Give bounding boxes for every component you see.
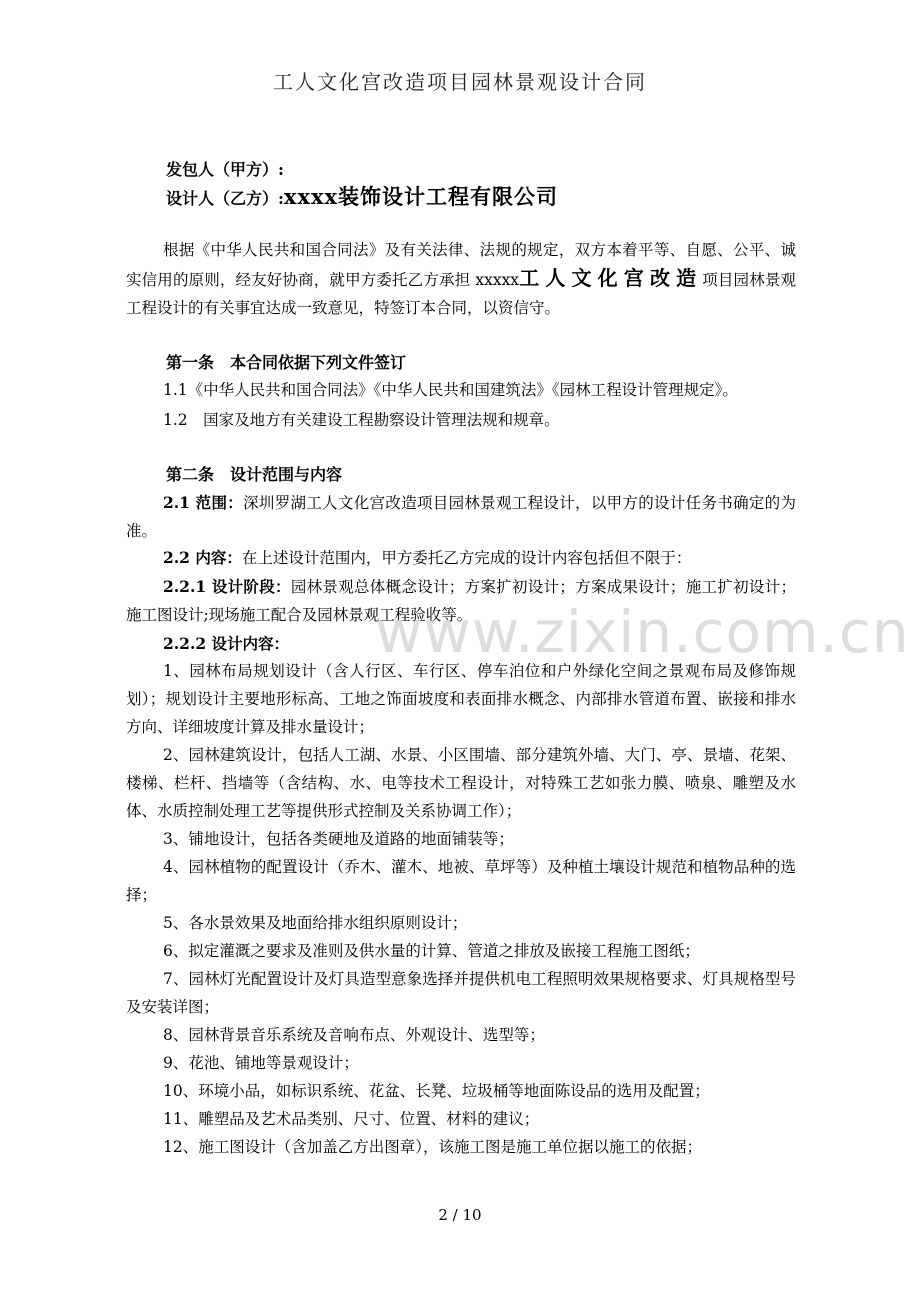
design-item-2: 2、园林建筑设计，包括人工湖、水景、小区围墙、部分建筑外墙、大门、亭、景墙、花架、楼梯、栏杆、挡墙等（含结构、水、电等技术工程设计，对特殊工艺如张力膜、喷泉、雕塑及水体、水质控制处理工艺等提供形式控制及关系协调工作）；	[126, 746, 796, 820]
design-item-6: 6、拟定灌溉之要求及准则及供水量的计算、管道之排放及嵌接工程施工图纸；	[163, 942, 700, 960]
design-item-4: 4、园林植物的配置设计（乔木、灌木、地被、草坪等）及种植土壤设计规范和植物品种的选择；	[126, 858, 796, 904]
preamble-paragraph	[126, 236, 796, 322]
article-1-title: 第一条 本合同依据下列文件签订	[166, 353, 407, 372]
scope-paragraph	[126, 489, 796, 545]
party-a-label: 发包人（甲方）:	[166, 160, 284, 179]
stage-text: 园林景观总体概念设计；方案扩初设计；方案成果设计；施工扩初设计；施工图设计;现场施工配合及园林景观工程验收等。	[126, 578, 796, 624]
design-item-8: 8、园林背景音乐系统及音响布点、外观设计、选型等；	[163, 1026, 545, 1044]
scope-text: 深圳罗湖工人文化宫改造项目园林景观工程设计，以甲方的设计任务书确定的为准。	[126, 494, 796, 540]
content-label: 2.2 内容：	[163, 548, 242, 567]
design-item-9: 9、花池、铺地等景观设计；	[163, 1054, 359, 1072]
scope-label: 2.1 范围：	[163, 493, 244, 512]
preamble-emphasis: 工人文化宫改造	[519, 266, 703, 290]
watermark: www.zixin.com.cn	[375, 598, 910, 666]
article-1-item-1: 1.1《中华人民共和国合同法》《中华人民共和国建筑法》《园林工程设计管理规定》。	[163, 381, 738, 399]
content-text: 在上述设计范围内，甲方委托乙方完成的设计内容包括但不限于：	[241, 549, 692, 567]
preamble	[126, 236, 796, 322]
party-b-label: 设计人（乙方）:	[166, 189, 284, 208]
article-2-title: 第二条 设计范围与内容	[166, 465, 343, 484]
stage-label: 2.2.1 设计阶段：	[163, 577, 291, 596]
stage-paragraph	[126, 573, 796, 629]
design-item-10: 10、环境小品，如标识系统、花盆、长凳、垃圾桶等地面陈设品的选用及配置；	[163, 1082, 710, 1100]
article-1-item-2: 1.2 国家及地方有关建设工程勘察设计管理法规和规章。	[163, 411, 560, 429]
preamble-text-2: 项目园林景观工程设计的有关事宜达成一致意见，特签订本合同，以资信守。	[126, 271, 796, 317]
design-item-3: 3、铺地设计，包括各类硬地及道路的地面铺装等；	[163, 830, 514, 848]
page-number: 2 / 10	[438, 1206, 482, 1224]
design-item-5: 5、各水景效果及地面给排水组织原则设计；	[163, 914, 468, 932]
design-item-1: 1、园林布局规划设计（含人行区、车行区、停车泊位和户外绿化空间之景观布局及修饰规划）；规划设计主要地形标高、工地之饰面坡度和表面排水概念、内部排水管道布置、嵌接和排水方向、详细坡度计算及排水量设计；	[126, 662, 796, 736]
design-item-7: 7、园林灯光配置设计及灯具造型意象选择并提供机电工程照明效果规格要求、灯具规格型号及安装详图；	[126, 970, 796, 1016]
document-header-title: 工人文化宫改造项目园林景观设计合同	[273, 70, 647, 94]
design-item-12: 12、施工图设计（含加盖乙方出图章），该施工图是施工单位据以施工的依据；	[163, 1138, 702, 1156]
preamble-text-1: 根据《中华人民共和国合同法》及有关法律、法规的规定，双方本着平等、自愿、公平、诚实信用的原则，经友好协商，就甲方委托乙方承担 xxxxx	[126, 241, 796, 289]
design-item-11: 11、雕塑品及艺术品类别、尺寸、位置、材料的建议；	[163, 1110, 540, 1128]
party-b-name: xxxx装饰设计工程有限公司	[283, 184, 559, 209]
party-b-line	[166, 181, 558, 211]
design-content-label: 2.2.2 设计内容：	[163, 634, 290, 653]
content-line	[163, 546, 691, 568]
